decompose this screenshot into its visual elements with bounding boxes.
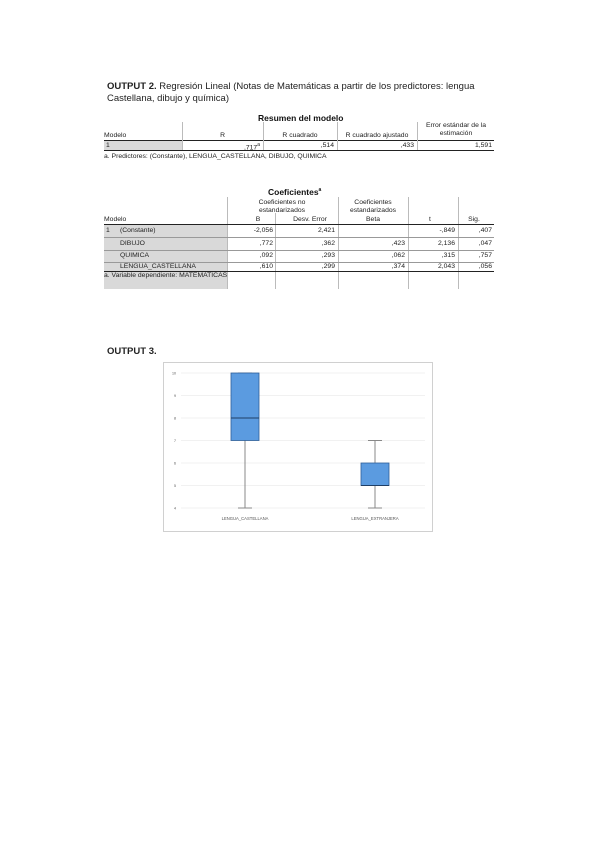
y-tick-label: 7 [174, 439, 176, 443]
y-tick-label: 4 [174, 506, 176, 511]
y-tick-label: 6 [174, 461, 176, 466]
iqr-box [361, 463, 389, 486]
header-error: Error estándar de la estimación [425, 122, 487, 137]
header-r2adj: R cuadrado ajustado [345, 132, 409, 139]
coef-row-t-1: 2,136 [437, 240, 455, 247]
coef-row-b-3: ,610 [259, 263, 273, 270]
y-tick-label: 5 [174, 484, 176, 488]
model-summary-footnote: a. Predictores: (Constante), LENGUA_CASTELLANA, DIBUJO, QUIMICA [104, 153, 327, 160]
y-tick-label: 9 [174, 394, 176, 398]
header-beta: Beta [366, 216, 380, 223]
coef-row-b-1: ,772 [259, 240, 273, 247]
coef-row-name-2: QUIMICA [120, 252, 150, 259]
coefficients-title-text: Coeficientes [268, 187, 319, 197]
category-label: LENGUA_EXTRANJERA [351, 516, 399, 521]
coef-row-b-0: -2,056 [253, 227, 273, 234]
row-r2adj: ,433 [400, 142, 414, 149]
header-modelo-coef: Modelo [104, 216, 127, 223]
coef-row-t-0: -,849 [439, 227, 455, 234]
coef-row-name-1: DIBUJO [120, 240, 145, 247]
coef-row-t-3: 2,043 [437, 263, 455, 270]
coef-model-num: 1 [106, 227, 110, 234]
y-tick-label: 10 [172, 371, 176, 376]
header-r: R [220, 132, 225, 139]
coef-row-desv-1: ,362 [321, 240, 335, 247]
header-sig: Sig. [468, 216, 480, 223]
coef-row-sig-1: ,047 [478, 240, 492, 247]
header-t: t [429, 216, 431, 223]
coef-row-beta-2: ,062 [391, 252, 405, 259]
coef-row-beta-3: ,374 [391, 263, 405, 270]
coef-row-sig-0: ,407 [478, 227, 492, 234]
row-modelo: 1 [106, 142, 110, 149]
boxplot-chart [163, 362, 433, 532]
coefficients-footnote: a. Variable dependiente: MATEMATICAS [104, 272, 228, 279]
row-r-sup: a [257, 142, 260, 148]
coef-row-t-2: ,315 [441, 252, 455, 259]
coef-row-beta-1: ,423 [391, 240, 405, 247]
category-label: LENGUA_CASTELLANA [221, 516, 269, 521]
coef-row-sig-3: ,056 [478, 263, 492, 270]
coef-row-sig-2: ,757 [478, 252, 492, 259]
coef-row-desv-3: ,299 [321, 263, 335, 270]
output2-label: OUTPUT 2. [107, 81, 157, 92]
output2-heading [107, 81, 507, 105]
coef-row-name-3: LENGUA_CASTELLANA [120, 263, 196, 270]
coefficients-title-sup: a [318, 187, 322, 194]
model-summary-title: Resumen del modelo [258, 113, 344, 123]
row-r2: ,514 [320, 142, 334, 149]
coef-row-name-0: (Constante) [120, 227, 156, 234]
chart-frame [164, 363, 433, 532]
y-tick-label: 8 [174, 416, 176, 421]
header-b: B [255, 216, 261, 223]
row-error: 1,591 [474, 142, 492, 149]
coefficients-title [268, 187, 321, 197]
coef-row-b-2: ,092 [259, 252, 273, 259]
coef-row-desv-0: 2,421 [317, 227, 335, 234]
header-std: Coeficientes estandarizados [349, 199, 397, 214]
output2-text: Regresión Lineal (Notas de Matemáticas a partir de los predictores: lengua Castellana, dibujo y química) [107, 81, 475, 104]
row-label-shade [104, 141, 182, 150]
row-r-value: ,717 [243, 144, 258, 152]
header-r2: R cuadrado [282, 132, 318, 139]
header-desv: Desv. Error [293, 216, 327, 223]
coef-row-desv-2: ,293 [321, 252, 335, 259]
header-modelo: Modelo [104, 132, 127, 139]
header-no-std: Coeficientes no estandarizados [258, 199, 306, 214]
iqr-box [231, 373, 259, 441]
output3-heading: OUTPUT 3. [107, 346, 157, 357]
